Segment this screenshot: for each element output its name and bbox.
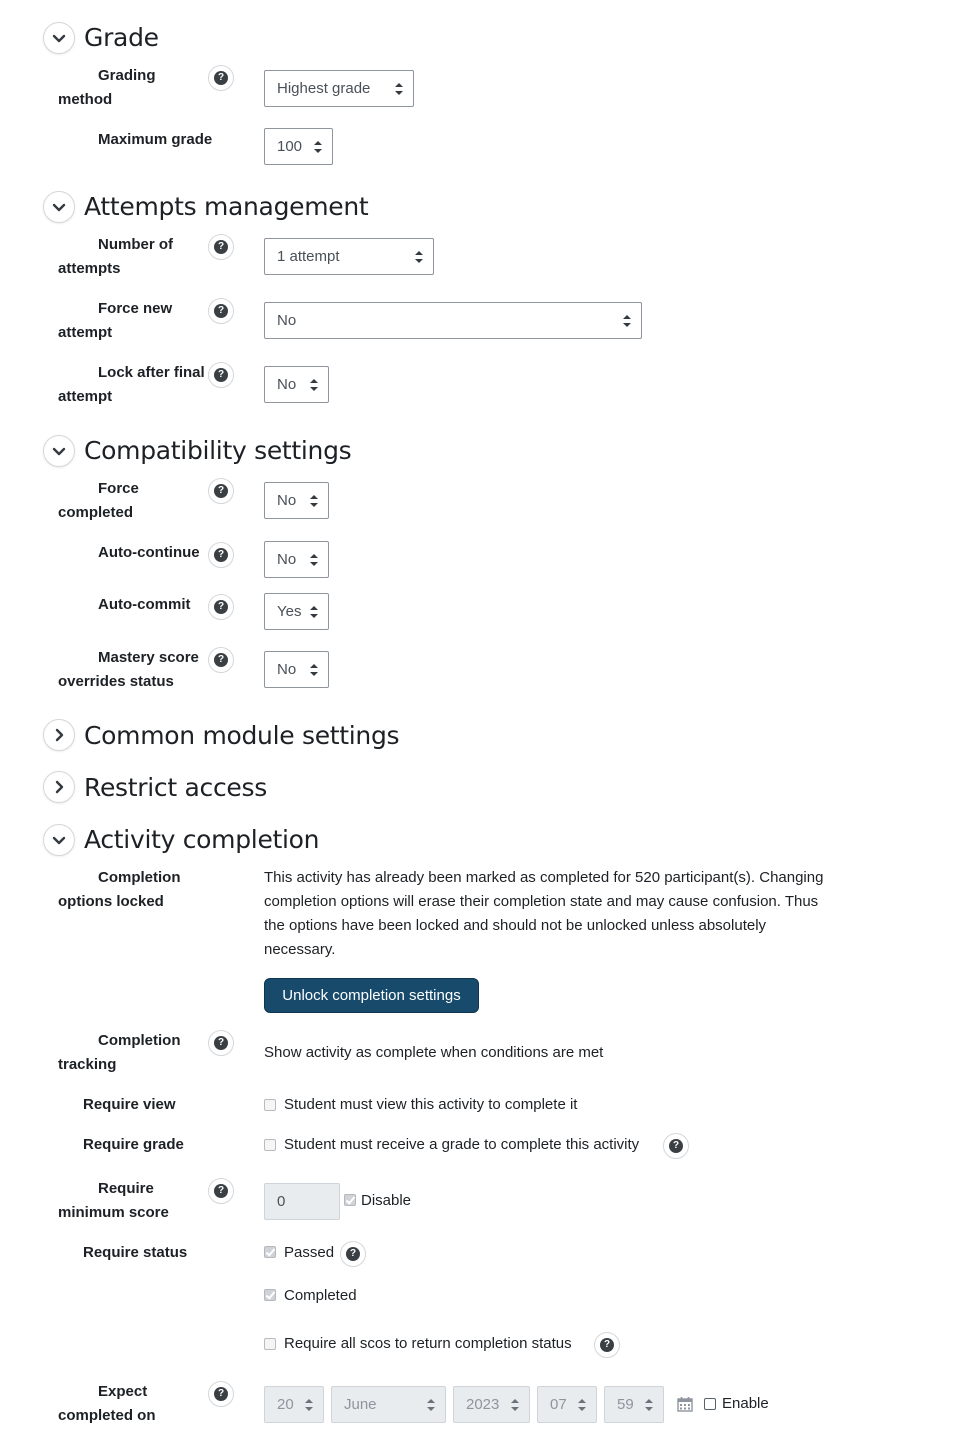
chevron-down-icon — [52, 444, 66, 458]
select-arrows-icon — [310, 379, 318, 391]
compatibility-collapse-toggle[interactable] — [43, 435, 75, 467]
section-title-grade[interactable]: Grade — [84, 23, 159, 52]
help-icon[interactable]: ? — [208, 1381, 234, 1407]
select-arrows-icon — [645, 1399, 653, 1411]
force-completed-select[interactable]: No — [264, 482, 329, 519]
maximum-grade-select[interactable]: 100 — [264, 128, 333, 165]
expect-completed-enable-checkbox[interactable] — [704, 1398, 716, 1410]
number-of-attempts-select[interactable]: 1 attempt — [264, 238, 434, 275]
activity-completion-collapse-toggle[interactable] — [43, 824, 75, 856]
help-icon[interactable]: ? — [208, 594, 234, 620]
chevron-down-icon — [52, 31, 66, 45]
attempts-collapse-toggle[interactable] — [43, 191, 75, 223]
completion-tracking-value: Show activity as complete when conditions are met — [264, 1044, 604, 1061]
select-arrows-icon — [310, 495, 318, 507]
completion-tracking-label: Completion tracking — [58, 1032, 181, 1073]
section-title-restrict-access[interactable]: Restrict access — [84, 773, 267, 802]
expect-completed-on-label: Expect completed on — [58, 1383, 156, 1424]
lock-after-final-attempt-label: Lock after final attempt — [58, 364, 205, 405]
select-arrows-icon — [427, 1399, 435, 1411]
help-icon[interactable]: ? — [208, 478, 234, 504]
require-grade-checkbox[interactable] — [264, 1139, 276, 1151]
auto-commit-label: Auto-commit — [98, 596, 191, 613]
lock-after-final-attempt-select[interactable]: No — [264, 366, 329, 403]
help-icon[interactable]: ? — [208, 647, 234, 673]
help-icon[interactable]: ? — [208, 1030, 234, 1056]
restrict-access-collapse-toggle[interactable] — [43, 771, 75, 803]
grading-method-label: Grading method — [58, 67, 156, 108]
completion-options-locked-label: Completion options locked — [58, 869, 181, 910]
require-minimum-score-label: Require minimum score — [58, 1180, 169, 1221]
minimum-score-disable-checkbox[interactable] — [344, 1194, 356, 1206]
auto-commit-select[interactable]: Yes — [264, 593, 329, 630]
expect-completed-day-select[interactable]: 20 — [264, 1386, 324, 1423]
expect-completed-hour-select[interactable]: 07 — [537, 1386, 597, 1423]
require-view-checkbox[interactable] — [264, 1099, 276, 1111]
section-title-common-module[interactable]: Common module settings — [84, 721, 400, 750]
require-status-completed-label: Completed — [284, 1287, 357, 1304]
help-icon[interactable]: ? — [208, 65, 234, 91]
select-arrows-icon — [310, 664, 318, 676]
select-arrows-icon — [310, 606, 318, 618]
chevron-down-icon — [52, 200, 66, 214]
select-arrows-icon — [395, 83, 403, 95]
require-status-completed-checkbox[interactable] — [264, 1289, 276, 1301]
force-new-attempt-select[interactable]: No — [264, 302, 642, 339]
grade-collapse-toggle[interactable] — [43, 22, 75, 54]
require-status-passed-checkbox[interactable] — [264, 1246, 276, 1258]
select-arrows-icon — [310, 554, 318, 566]
select-arrows-icon — [314, 141, 322, 153]
require-all-scos-label: Require all scos to return completion status — [284, 1335, 572, 1352]
maximum-grade-label: Maximum grade — [98, 131, 213, 148]
chevron-right-icon — [52, 728, 66, 742]
select-arrows-icon — [578, 1399, 586, 1411]
common-module-collapse-toggle[interactable] — [43, 719, 75, 751]
force-completed-label: Force completed — [58, 480, 139, 521]
force-new-attempt-label: Force new attempt — [58, 300, 173, 341]
auto-continue-label: Auto-continue — [98, 544, 200, 561]
select-arrows-icon — [623, 315, 631, 327]
help-icon[interactable]: ? — [340, 1241, 366, 1267]
help-icon[interactable]: ? — [208, 362, 234, 388]
require-status-label: Require status — [83, 1244, 188, 1261]
require-view-text: Student must view this activity to complete it — [284, 1096, 578, 1113]
require-view-label: Require view — [83, 1096, 176, 1113]
unlock-completion-settings-button[interactable]: Unlock completion settings — [264, 978, 479, 1013]
select-arrows-icon — [415, 251, 423, 263]
help-icon[interactable]: ? — [208, 298, 234, 324]
minimum-score-input[interactable]: 0 — [264, 1183, 340, 1220]
require-all-scos-checkbox[interactable] — [264, 1338, 276, 1350]
calendar-icon[interactable] — [677, 1396, 693, 1412]
require-status-passed-label: Passed — [284, 1244, 335, 1261]
help-icon[interactable]: ? — [208, 542, 234, 568]
require-grade-text: Student must receive a grade to complete this activity — [284, 1136, 640, 1153]
require-grade-label: Require grade — [83, 1136, 184, 1153]
help-icon[interactable]: ? — [594, 1332, 620, 1358]
section-title-compatibility[interactable]: Compatibility settings — [84, 436, 352, 465]
mastery-score-select[interactable]: No — [264, 651, 329, 688]
help-icon[interactable]: ? — [208, 234, 234, 260]
chevron-right-icon — [52, 780, 66, 794]
auto-continue-select[interactable]: No — [264, 541, 329, 578]
grading-method-select[interactable]: Highest grade — [264, 70, 414, 107]
select-arrows-icon — [511, 1399, 519, 1411]
minimum-score-disable-label: Disable — [361, 1192, 412, 1209]
help-icon[interactable]: ? — [663, 1133, 689, 1159]
section-title-attempts[interactable]: Attempts management — [84, 192, 369, 221]
help-icon[interactable]: ? — [208, 1178, 234, 1204]
expect-completed-enable-label: Enable — [722, 1395, 769, 1412]
completion-locked-message: This activity has already been marked as completed for 520 participant(s). Changing completion options will erase their completion state and may cause confusion. Thus the options have been locked and should not be unlocked unless absolutely necessary. — [264, 869, 824, 958]
number-of-attempts-label: Number of attempts — [58, 236, 173, 277]
select-arrows-icon — [305, 1399, 313, 1411]
expect-completed-minute-select[interactable]: 59 — [604, 1386, 664, 1423]
mastery-score-label: Mastery score overrides status — [58, 649, 199, 690]
expect-completed-year-select[interactable]: 2023 — [453, 1386, 530, 1423]
section-title-activity-completion[interactable]: Activity completion — [84, 825, 320, 854]
chevron-down-icon — [52, 833, 66, 847]
expect-completed-month-select[interactable]: June — [331, 1386, 446, 1423]
